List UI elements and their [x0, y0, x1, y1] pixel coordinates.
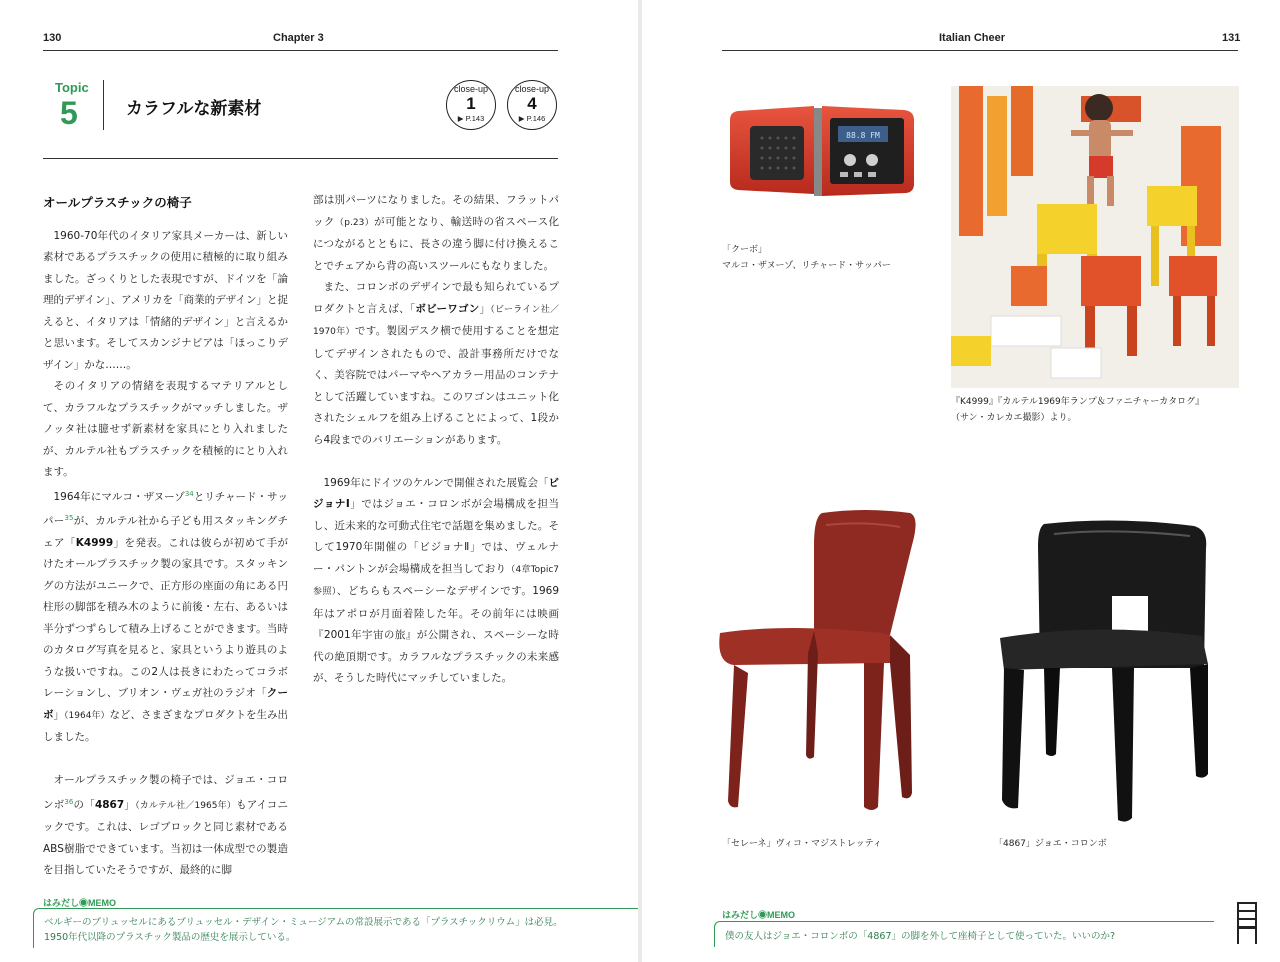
- closeup-label: close-up: [453, 84, 489, 94]
- k4999-caption: [951, 394, 1251, 426]
- closeup-badge-4[interactable]: [507, 80, 557, 130]
- memo-line-1: ベルギーのブリュッセルにあるブリュッセル・デザイン・ミュージアムの常設展示である「プラスチックリウム」は必見。: [44, 917, 563, 928]
- chair-icon: [1234, 900, 1260, 946]
- closeup-number: 4: [527, 94, 537, 113]
- topic-title: カラフルな新素材: [126, 99, 262, 119]
- closeup-label: close-up: [514, 84, 550, 94]
- cubo-radio-illustration: [722, 98, 922, 208]
- chair-4867-photo: [994, 518, 1224, 828]
- topic-divider: [103, 80, 104, 130]
- cubo-caption-designers: マルコ・ザヌーゾ、リチャード・サッパー: [722, 261, 891, 271]
- memo-line: 僕の友人はジョエ・コロンボの「4867」の脚を外して座椅子として使っていた。いいのか?: [725, 931, 1116, 942]
- memo-title-left: はみだし◉MEMO: [43, 898, 116, 908]
- topic-label: Topic: [55, 80, 89, 95]
- chair-4867-caption: 「4867」ジョエ・コロンボ: [994, 839, 1107, 849]
- left-page: [0, 0, 638, 962]
- k4999-photo: [951, 86, 1239, 388]
- selene-chair-photo: [714, 505, 934, 825]
- memo-title-right: はみだし◉MEMO: [722, 910, 795, 920]
- running-title: Italian Cheer: [939, 32, 1006, 44]
- page-number-right: 131: [1222, 32, 1241, 44]
- body-column-2: 部は別パーツになりました。その結果、フラットパック（p.23）が可能となり、輸送時の省スペース化につながるとともに、長さの違う脚に付け換えることでチェアから背の高いスツールにもなりました。 また、コロンボのデザインで最も知られているプロダクトと言えば、「ボビーワゴン」（ビーライン社／1970年）です。製図デスク横で使用することを想定してデザインされたもので、設計事務所だけでなく、美容院ではパーマやヘアカラー用品のコンテナとして活躍していますね。このワゴンはユニット化されたシェルフを組み上げることによって、1段から4段までのバリエーションがあります。 1969年にドイツのケルンで開催された展覧会「ビジョナⅠ」ではジョエ・コロンボが会場構成を担当し、近未来的な可動式住宅で話題を集めました。そして1970年開催の「ビジョナⅡ」では、ヴェルナー・パントンが会場構成を担当しており（4章Topic7参照）、どちらもスペーシーなデザインです。1969年はアポロが月面着陸した年。その前年には映画『2001年宇宙の旅』が公開され、スペーシーな時代の絶頂期です。カラフルなプラスチックの未来感が、そうした時代にマッチしていました。: [313, 194, 560, 684]
- cubo-caption: [722, 242, 922, 274]
- cubo-radio-photo: [722, 98, 922, 208]
- k4999-stacking-chairs-illustration: [951, 86, 1239, 388]
- section-heading: オールプラスチックの椅子: [43, 195, 192, 210]
- header-rule-left: [43, 50, 558, 51]
- closeup-page-ref: ▶ P.146: [518, 114, 546, 123]
- memo-box-right: [714, 921, 1214, 947]
- closeup-page-ref: ▶ P.143: [457, 114, 485, 123]
- selene-chair-illustration: [714, 505, 934, 825]
- page-number-left: 130: [43, 32, 62, 44]
- body-column-1: オールプラスチックの椅子 1960-70年代のイタリア家具メーカーは、新しい素材であるプラスチックの使用に積極的に取り組みました。ざっくりとした表現ですが、ドイツを「論理的デザイン」、アメリカを「商業的デザイン」と捉えると、イタリアは「情緒的デザイン」と言えるかと思います。そしてスカンジナビアは「ほっこりデザイン」かな……。 そのイタリアの情緒を表現するマテリアルとして、カラフルなプラスチックがマッチしました。ザノッタ社は臆せず新素材を家具にとり入れましたが、カルテル社もプラスチックを積極的にとり入れます。 1964年にマルコ・ザヌーゾ$^{34}$とリチャード・サッパー$^{35}$が、カルテル社から子ども用スタッキングチェア「K4999」を発表。これは彼らが初めて手がけたオールプラスチック製の家具です。スタッキングの方法がユニークで、正方形の座面の角にある円柱形の脚部を積み木のように前後・左右、あるいは半分ずつずらして積み上げることができます。当時のカタログ写真を見ると、家具というより遊具のような扱いですね。この2人は長きにわたってコラボレーションし、ブリオン・ヴェガ社のラジオ「クーボ」（1964年）など、さまざまなプロダクトを生み出しました。 オールプラスチック製の椅子では、ジョエ・コロンボ$^{36}$の「4867」（カルテル社／1965年）もアイコニックです。これは、レゴブロックと同じ素材であるABS樹脂でできています。当初は一体成型での製造を目指していたそうですが、最終的に脚: [43, 192, 288, 882]
- closeup-badge-1[interactable]: [446, 80, 496, 130]
- chair-4867-illustration: [994, 518, 1224, 828]
- header-rule-right: [722, 50, 1238, 51]
- topic-number: 5: [60, 95, 78, 131]
- topic-rule: [43, 158, 558, 159]
- cubo-caption-title: 「クーボ」: [722, 245, 768, 255]
- memo-line-2: 1950年代以降のプラスチック製品の歴史を展示している。: [44, 932, 296, 943]
- k4999-caption-line2: （サン・カレカエ撮影）より。: [951, 413, 1077, 423]
- memo-box-left: [33, 908, 638, 948]
- right-page: [642, 0, 1280, 962]
- selene-caption: 「セレーネ」ヴィコ・マジストレッティ: [722, 839, 882, 849]
- radio-display-text: 88.8 FM: [846, 131, 880, 140]
- chapter-header: Chapter 3: [273, 32, 324, 44]
- k4999-caption-line1: 『K4999』『カルテル1969年ランプ＆ファニチャーカタログ』: [951, 397, 1205, 407]
- closeup-number: 1: [466, 94, 476, 113]
